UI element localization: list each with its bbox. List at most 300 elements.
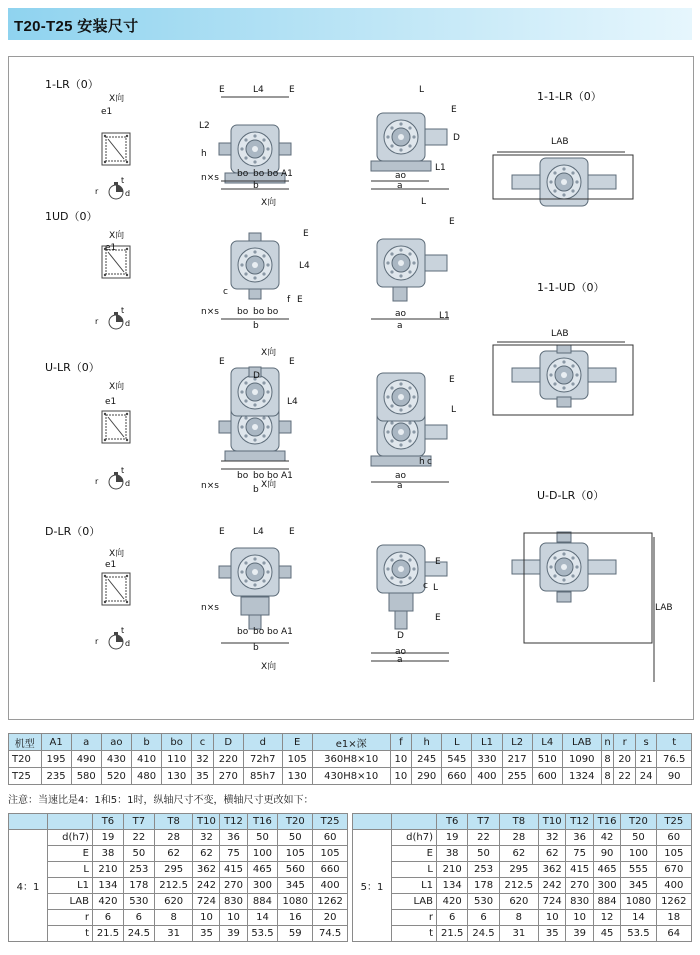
ratio-cell: 178 [123, 878, 154, 894]
ratio-row [353, 926, 692, 942]
dim-e-3b: E [289, 357, 295, 367]
spec-header: e1×深 [312, 734, 390, 751]
ratio-cell: 212.5 [499, 878, 538, 894]
spec-header: ao [101, 734, 131, 751]
ratio-header: T7 [123, 814, 154, 830]
spec-cell: 32 [192, 751, 213, 768]
ratio-row [9, 910, 348, 926]
ratio-cell: 1080 [621, 894, 656, 910]
dim-a-3: a [397, 481, 403, 491]
spec-cell: 90 [657, 768, 692, 785]
dim-t-3: t [121, 466, 125, 475]
ratio-cell: 75 [566, 846, 593, 862]
dim-bo-2c: bo [267, 307, 279, 317]
dim-l4-1: L4 [253, 85, 264, 95]
dim-nxs-1: n×s [201, 173, 219, 183]
ratio-cell: 620 [154, 894, 193, 910]
ratio-cell: 362 [539, 862, 566, 878]
xdir-label-8: X向 [261, 662, 277, 672]
dim-h-1: h [201, 149, 207, 159]
ratio-cell: 415 [566, 862, 593, 878]
spec-header: L [442, 734, 472, 751]
ratio-cell: 64 [656, 926, 691, 942]
spec-cell: 245 [412, 751, 442, 768]
ratio-cell: 555 [621, 862, 656, 878]
spec-cell: 410 [131, 751, 161, 768]
dim-l1-1: L1 [435, 163, 446, 173]
ratio-cell: 62 [539, 846, 566, 862]
spec-cell: 130 [282, 768, 312, 785]
dim-e-4a: E [219, 527, 225, 537]
ratio-row [9, 894, 348, 910]
ratio-header: T20 [278, 814, 313, 830]
xdir-label-6: X向 [261, 348, 277, 358]
spec-cell: 20 [614, 751, 635, 768]
dim-bo-4b: bo [253, 627, 265, 637]
ratio-cell: 45 [593, 926, 620, 942]
dim-e-4c: E [435, 557, 441, 567]
ratio-cell: 560 [278, 862, 313, 878]
dim-e1-2: e1 [105, 243, 117, 253]
dim-d-2: d [125, 319, 131, 328]
dim-nxs-2: n×s [201, 307, 219, 317]
spec-cell: 130 [162, 768, 192, 785]
ratio-cell: 100 [247, 846, 278, 862]
dim-bo-1c: bo [267, 169, 279, 179]
ratio-header: T12 [220, 814, 247, 830]
ratio-cell: 21.5 [93, 926, 124, 942]
spec-header: L1 [472, 734, 502, 751]
ratio-cell: 35 [539, 926, 566, 942]
dim-a1-3: A1 [281, 471, 293, 481]
ratio-header: T8 [499, 814, 538, 830]
ratio-cell: 42 [593, 830, 620, 846]
spec-header: L4 [532, 734, 562, 751]
dim-l1-2: L1 [439, 311, 450, 321]
ratio-header: T20 [621, 814, 656, 830]
spec-cell: 72h7 [243, 751, 282, 768]
dim-lab-3: LAB [655, 603, 673, 613]
ratio-cell: 28 [499, 830, 538, 846]
dim-r-3: r [95, 477, 99, 486]
ratio-cell: 75 [220, 846, 247, 862]
dim-r-4: r [95, 637, 99, 646]
spec-cell: T25 [9, 768, 42, 785]
ratio-label: 5：1 [353, 830, 392, 942]
spec-cell: 10 [390, 751, 411, 768]
spec-cell: 8 [601, 751, 614, 768]
spec-header: LAB [562, 734, 601, 751]
dim-e-2c: E [449, 217, 455, 227]
spec-header: a [71, 734, 101, 751]
spec-cell: 76.5 [657, 751, 692, 768]
dim-c-3: c [427, 457, 432, 467]
ratio-cell: 270 [220, 878, 247, 894]
ratio-cell: 53.5 [621, 926, 656, 942]
dim-t-2: t [121, 306, 125, 315]
ratio-cell: 1080 [278, 894, 313, 910]
ratio-cell: 22 [123, 830, 154, 846]
ratio-cell: 90 [593, 846, 620, 862]
ratio-cell: 62 [499, 846, 538, 862]
ratio-cell: 36 [220, 830, 247, 846]
ratio-cell: 24.5 [468, 926, 499, 942]
ratio-cell: 1262 [313, 894, 348, 910]
ratio-row [353, 878, 692, 894]
ratio-cell: 24.5 [123, 926, 154, 942]
spec-header: s [635, 734, 656, 751]
ratio-cell: 6 [93, 910, 124, 926]
ratio-cell: 32 [539, 830, 566, 846]
ratio-cell: 210 [437, 862, 468, 878]
dim-r-1: r [95, 187, 99, 196]
dim-b-2: b [253, 321, 259, 331]
spec-header: f [390, 734, 411, 751]
ratio-cell: 50 [468, 846, 499, 862]
ratio-row-label: L [48, 862, 93, 878]
ratio-cell: 620 [499, 894, 538, 910]
ratio-cell: 22 [468, 830, 499, 846]
view-label-u-lr: U-LR（0） [45, 361, 100, 374]
xdir-label-4: X向 [109, 549, 125, 559]
spec-cell: 235 [41, 768, 71, 785]
spec-cell: 10 [390, 768, 411, 785]
ratio-cell: 300 [247, 878, 278, 894]
dim-bo-4a: bo [237, 627, 249, 637]
title-bar [8, 8, 692, 40]
ratio-cell: 362 [193, 862, 220, 878]
dim-ao-4: ao [395, 647, 407, 657]
dim-bo-1b: bo [253, 169, 265, 179]
spec-header: n [601, 734, 614, 751]
ratio-row-label: L1 [392, 878, 437, 894]
ratio-cell: 14 [621, 910, 656, 926]
ratio-cell: 50 [278, 830, 313, 846]
ratio-header: T10 [193, 814, 220, 830]
spec-cell: 220 [213, 751, 243, 768]
spec-header: bo [162, 734, 192, 751]
ratio-corner-cell [353, 814, 392, 830]
ratio-cell: 19 [93, 830, 124, 846]
ratio-cell: 670 [656, 862, 691, 878]
spec-cell: 400 [472, 768, 502, 785]
ratio-row-label: LAB [392, 894, 437, 910]
view-d-lr [102, 545, 449, 661]
spec-cell: 480 [131, 768, 161, 785]
xdir-label-3: X向 [109, 382, 125, 392]
dim-d-1: D [453, 133, 460, 143]
ratio-row-label: d(h7) [392, 830, 437, 846]
spec-header: 机型 [9, 734, 42, 751]
view-label-1-lr: 1-LR（0） [45, 78, 99, 91]
spec-header: c [192, 734, 213, 751]
ratio-cell: 345 [278, 878, 313, 894]
ratio-cell: 530 [123, 894, 154, 910]
dim-e-2a: E [303, 229, 309, 239]
ratio-cell: 6 [437, 910, 468, 926]
ratio-cell: 295 [499, 862, 538, 878]
spec-cell: 330 [472, 751, 502, 768]
dim-e-1c: E [451, 105, 457, 115]
ratio-row [9, 926, 348, 942]
ratio-cell: 1262 [656, 894, 691, 910]
view-label-1ud: 1UD（0） [45, 210, 98, 223]
ratio-cell: 18 [656, 910, 691, 926]
ratio-cell: 105 [278, 846, 313, 862]
dim-a1-1: A1 [281, 169, 293, 179]
ratio-cell: 270 [566, 878, 593, 894]
ratio-corner-cell [9, 814, 48, 830]
spec-header: h [412, 734, 442, 751]
ratio-cell: 242 [539, 878, 566, 894]
ratio-header: T7 [468, 814, 499, 830]
ratio-cell: 830 [220, 894, 247, 910]
ratio-cell: 105 [313, 846, 348, 862]
ratio-cell: 21.5 [437, 926, 468, 942]
ratio-row-label: L1 [48, 878, 93, 894]
view-label-1-1-ud: 1-1-UD（0） [537, 281, 605, 294]
dim-ao-3: ao [395, 471, 407, 481]
spec-cell: 35 [192, 768, 213, 785]
dim-nxs-4: n×s [201, 603, 219, 613]
dim-e1-4: e1 [105, 560, 117, 570]
spec-cell: 85h7 [243, 768, 282, 785]
dim-a-2: a [397, 321, 403, 331]
ratio-cell: 6 [123, 910, 154, 926]
ratio-cell: 345 [621, 878, 656, 894]
xdir-label-1: X向 [109, 94, 125, 104]
ratio-cell: 10 [193, 910, 220, 926]
ratio-cell: 420 [437, 894, 468, 910]
ratio-cell: 134 [93, 878, 124, 894]
dim-a-1: a [397, 181, 403, 191]
drawing-panel [8, 56, 694, 720]
dim-b-1: b [253, 181, 259, 191]
ratio-cell: 465 [593, 862, 620, 878]
ratio-cell: 134 [437, 878, 468, 894]
dim-l4-4: L4 [253, 527, 264, 537]
spec-header: t [657, 734, 692, 751]
ratio-cell: 105 [656, 846, 691, 862]
dim-e-3c: E [449, 375, 455, 385]
ratio-row-label: LAB [48, 894, 93, 910]
ratio-cell: 178 [468, 878, 499, 894]
ratio-row-label: d(h7) [48, 830, 93, 846]
ratio-cell: 253 [123, 862, 154, 878]
spec-cell: 360H8×10 [312, 751, 390, 768]
dim-c-2: c [223, 287, 228, 297]
view-label-1-1-lr: 1-1-LR（0） [537, 90, 602, 103]
ratio-header: T8 [154, 814, 193, 830]
ratio-header: T12 [566, 814, 593, 830]
dim-bo-2b: bo [253, 307, 265, 317]
ratio-row-label: r [48, 910, 93, 926]
ratio-cell: 38 [437, 846, 468, 862]
ratio-cell: 19 [437, 830, 468, 846]
dim-a1-4: A1 [281, 627, 293, 637]
spec-cell: 510 [532, 751, 562, 768]
ratio-cell: 10 [566, 910, 593, 926]
spec-header: A1 [41, 734, 71, 751]
ratio-cell: 31 [499, 926, 538, 942]
ratio-row-label: E [48, 846, 93, 862]
spec-cell: 217 [502, 751, 532, 768]
ratio-row-label: E [392, 846, 437, 862]
spec-cell: 110 [162, 751, 192, 768]
spec-cell: 660 [442, 768, 472, 785]
ratio-label: 4：1 [9, 830, 48, 942]
spec-cell: 290 [412, 768, 442, 785]
ratio-cell: 20 [313, 910, 348, 926]
ratio-cell: 242 [193, 878, 220, 894]
ratio-cell: 724 [193, 894, 220, 910]
dim-nxs-3: n×s [201, 481, 219, 491]
spec-cell: 1324 [562, 768, 601, 785]
spec-row-t25 [9, 768, 692, 785]
ratio-cell: 39 [220, 926, 247, 942]
spec-header: r [614, 734, 635, 751]
xdir-label-7: X向 [261, 480, 277, 490]
ratio-header: T25 [313, 814, 348, 830]
ratio-cell: 660 [313, 862, 348, 878]
dim-d-4b: d [125, 639, 131, 648]
ratio-row [353, 830, 692, 846]
dim-e1-3: e1 [105, 397, 117, 407]
ratio-cell: 12 [593, 910, 620, 926]
dim-e-4d: E [435, 613, 441, 623]
ratio-cell: 31 [154, 926, 193, 942]
ratio-row-label: L [392, 862, 437, 878]
spec-cell: 195 [41, 751, 71, 768]
spec-cell: 490 [71, 751, 101, 768]
ratio-cell: 10 [220, 910, 247, 926]
ratio-cell: 300 [593, 878, 620, 894]
ratio-header: T6 [93, 814, 124, 830]
ratio-corner-cell [48, 814, 93, 830]
ratio-row [353, 846, 692, 862]
ratio-cell: 295 [154, 862, 193, 878]
dim-f-2: f [287, 295, 291, 305]
dim-e1-1: e1 [101, 107, 113, 117]
dim-d-1b: d [125, 189, 131, 198]
ratio-header: T16 [593, 814, 620, 830]
ratio-row [9, 862, 348, 878]
ratio-cell: 415 [220, 862, 247, 878]
dim-l4-2: L4 [299, 261, 310, 271]
ratio-cell: 14 [247, 910, 278, 926]
dim-h-3: h [419, 457, 425, 467]
dim-ao-2: ao [395, 309, 407, 319]
spec-header-row [9, 734, 692, 751]
dim-d-4: D [397, 631, 404, 641]
spec-cell: T20 [9, 751, 42, 768]
ratio-cell: 39 [566, 926, 593, 942]
ratio-cell: 62 [154, 846, 193, 862]
dim-c-4: c [423, 581, 428, 591]
ratio-cell: 8 [499, 910, 538, 926]
dim-l-1: L [419, 85, 425, 95]
ratio-cell: 8 [154, 910, 193, 926]
ratio-cell: 50 [621, 830, 656, 846]
ratio-cell: 50 [123, 846, 154, 862]
spec-cell: 520 [101, 768, 131, 785]
spec-cell: 22 [614, 768, 635, 785]
spec-cell: 255 [502, 768, 532, 785]
spec-cell: 600 [532, 768, 562, 785]
spec-header: E [282, 734, 312, 751]
dim-l-3: L [451, 405, 457, 415]
dim-bo-2a: bo [237, 307, 249, 317]
ratio-cell: 210 [93, 862, 124, 878]
spec-cell: 270 [213, 768, 243, 785]
ratio-cell: 38 [93, 846, 124, 862]
ratio-table-5-1 [352, 813, 692, 942]
spec-cell: 430 [101, 751, 131, 768]
spec-header: b [131, 734, 161, 751]
ratio-cell: 32 [193, 830, 220, 846]
ratio-cell: 400 [313, 878, 348, 894]
xdir-label-5: X向 [261, 198, 277, 208]
ratio-cell: 36 [566, 830, 593, 846]
ratio-cell: 465 [247, 862, 278, 878]
ratio-cell: 16 [278, 910, 313, 926]
spec-cell: 105 [282, 751, 312, 768]
ratio-header: T16 [247, 814, 278, 830]
ratio-cell: 6 [468, 910, 499, 926]
ratio-cell: 253 [468, 862, 499, 878]
view-1ud [102, 233, 633, 415]
ratio-cell: 60 [313, 830, 348, 846]
ratio-corner-cell [392, 814, 437, 830]
dim-e-2b: E [297, 295, 303, 305]
ratio-cell: 59 [278, 926, 313, 942]
ratio-cell: 53.5 [247, 926, 278, 942]
ratio-header: T25 [656, 814, 691, 830]
spec-header: D [213, 734, 243, 751]
ratio-row-label: t [48, 926, 93, 942]
view-u-lr [102, 367, 654, 682]
dim-bo-4c: bo [267, 627, 279, 637]
dim-lab-2: LAB [551, 329, 569, 339]
view-1-lr [102, 97, 633, 206]
ratio-header-row [9, 814, 348, 830]
dim-l4-3: L4 [287, 397, 298, 407]
ratio-cell: 830 [566, 894, 593, 910]
ratio-note: 注意：当速比是4：1和5：1时，纵轴尺寸不变，横轴尺寸更改如下： [8, 795, 314, 806]
dim-b-3: b [253, 485, 259, 495]
dim-e-3a: E [219, 357, 225, 367]
spec-cell: 545 [442, 751, 472, 768]
dim-r-2: r [95, 317, 99, 326]
ratio-cell: 724 [539, 894, 566, 910]
ratio-cell: 74.5 [313, 926, 348, 942]
ratio-row-label: t [392, 926, 437, 942]
ratio-cell: 35 [193, 926, 220, 942]
ratio-row [9, 846, 348, 862]
dim-lab-1: LAB [551, 137, 569, 147]
view-label-d-lr: D-LR（0） [45, 525, 101, 538]
ratio-table-4-1 [8, 813, 348, 942]
ratio-cell: 530 [468, 894, 499, 910]
ratio-cell: 28 [154, 830, 193, 846]
ratio-header-row [353, 814, 692, 830]
dim-d-3: D [253, 371, 260, 381]
spec-cell: 1090 [562, 751, 601, 768]
dim-ao-1: ao [395, 171, 407, 181]
spec-cell: 24 [635, 768, 656, 785]
ratio-row [9, 878, 348, 894]
spec-row-t20 [9, 751, 692, 768]
